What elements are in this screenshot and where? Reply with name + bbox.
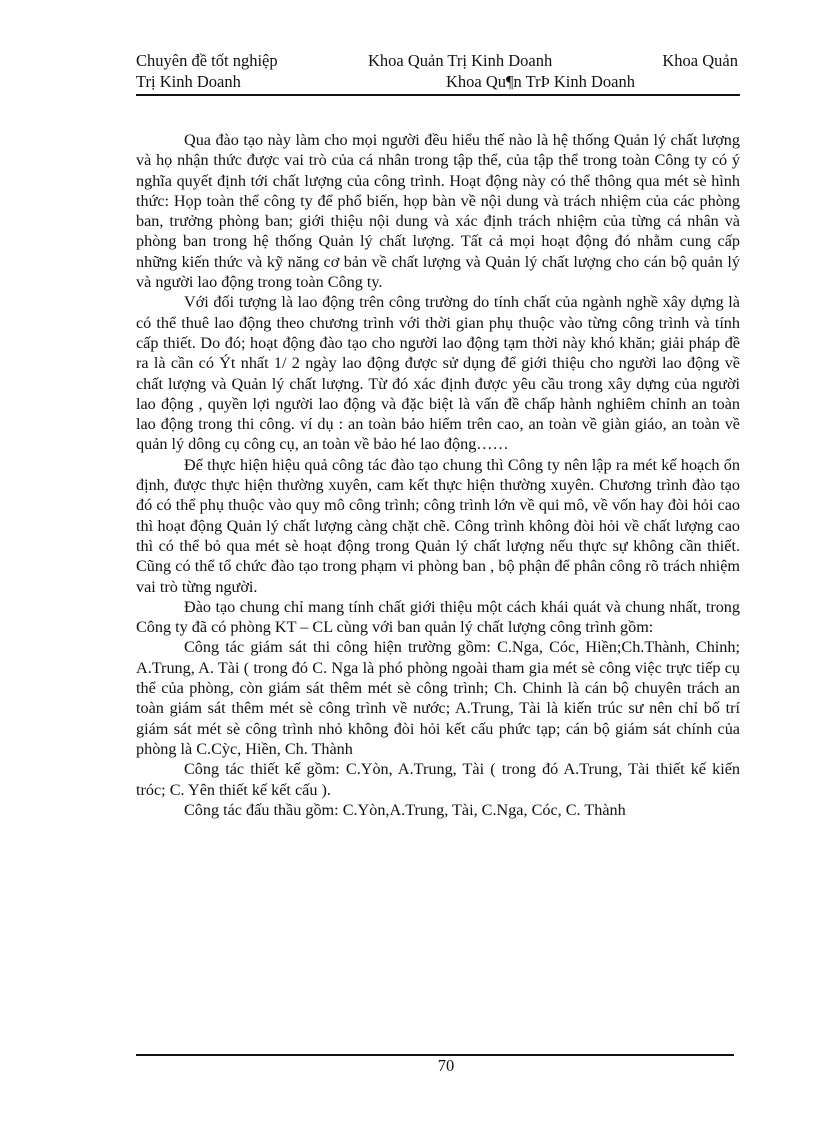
- header-mid-line2: Khoa Qu¶n TrÞ Kinh Doanh: [446, 72, 635, 91]
- header-left-line1: Chuyên đề tốt nghiệp: [136, 51, 278, 70]
- header-mid-line1: Khoa Quản Trị Kinh Doanh: [368, 51, 553, 70]
- header-right-line1: Khoa Quản: [662, 51, 738, 70]
- page-header: [136, 48, 740, 96]
- paragraph-7: Công tác đấu thầu gồm: C.Yòn,A.Trung, Tài, C.Nga, Cóc, C. Thành: [184, 800, 626, 819]
- paragraph-1: Qua đào tạo này làm cho mọi người đều hiểu thế nào là hệ thống Quản lý chất lượng và họ nhận thức được vai trò của cá nhân trong tập thể, của tập thể trong toàn Công ty có ý nghĩa quyết định tới chất lượng của công trình. Hoạt động này có thể thông qua mét sè hình thức: Họp toàn thể công ty để phổ biến, họp bàn về nội dung và trách nhiệm của các phòng ban, trưởng phòng ban; giới thiệu nội dung và xác định trách nhiệm của từng cá nhân và phòng ban trong hệ thống Quản lý chất lượng. Tất cả mọi hoạt động đó nhằm cung cấp những kiến thức và kỹ năng cơ bản về chất lượng và Quản lý chất lượng cho cán bộ quản lý và người lao động trong toàn Công ty.: [136, 131, 740, 292]
- paragraph-4: Đào tạo chung chỉ mang tính chất giới thiệu một cách khái quát và chung nhất, trong Công ty đã có phòng KT – CL cùng với ban quản lý chất lượng công trình gồm:: [136, 597, 740, 637]
- paragraph-5: Công tác giám sát thi công hiện trường gồm: C.Nga, Cóc, Hiền;Ch.Thành, Chinh; A.Trung, A. Tài ( trong đó C. Nga là phó phòng ngoài tham gia mét sè công việc trực tiếp cụ thể của phòng, còn giám sát thêm mét sè công trình; Ch. Chinh là cán bộ chuyên trách an toàn giám sát thêm mét sè công trình về nước; A.Trung, Tài là kiến trúc sư nên chỉ bố trí giám sát mét sè công trình nhỏ không đòi hỏi kết cấu phức tạp; cán bộ giám sát chính của phòng là C.Cỳc, Hiền, Ch. Thành: [136, 638, 740, 758]
- document-body: [136, 130, 740, 820]
- header-left-line2: Trị Kinh Doanh: [136, 72, 241, 91]
- paragraph-2: Với đối tượng là lao động trên công trường do tính chất của ngành nghề xây dựng là có thể thuê lao động theo chương trình với thời gian phụ thuộc vào từng công trình và tính cấp thiết. Do đó; hoạt động đào tạo cho người lao động tạm thời này khó khăn; giải pháp đề ra là cần có Ýt nhất 1/ 2 ngày lao động được sử dụng để giới thiệu cho người lao động về chất lượng và Quản lý chất lượng. Từ đó xác định được yêu cầu trong xây dựng của người lao động , quyền lợi người lao động và đặc biệt là vấn đề chấp hành nghiêm chỉnh an toàn lao động trong thi công. ví dụ : an toàn bảo hiểm trên cao, an toàn về giàn giáo, an toàn về quản lý dông cụ công cụ, an toàn về bảo hé lao động……: [136, 293, 740, 454]
- paragraph-3: Để thực hiện hiệu quả công tác đào tạo chung thì Công ty nên lập ra mét kế hoạch ổn định, được thực hiện thường xuyên, cam kết thực hiện thường xuyên. Chương trình đào tạo đó có thể phụ thuộc vào quy mô công trình; công trình lớn về qui mô, về vốn hay đòi hỏi cao thì hoạt động Quản lý chất lượng càng chặt chẽ. Công trình không đòi hỏi về chất lượng cao thì có thể bỏ qua mét sè hoạt động trong Quản lý chất lượng nếu thực sự không cần thiết. Cũng có thể tổ chức đào tạo trong phạm vi phòng ban , bộ phận để phân công rõ trách nhiệm vai trò từng người.: [136, 455, 740, 596]
- page-number: 70: [437, 1056, 455, 1075]
- paragraph-6: Công tác thiết kế gồm: C.Yòn, A.Trung, Tài ( trong đó A.Trung, Tài thiết kế kiến tróc; C. Yên thiết kế kết cấu ).: [136, 760, 740, 799]
